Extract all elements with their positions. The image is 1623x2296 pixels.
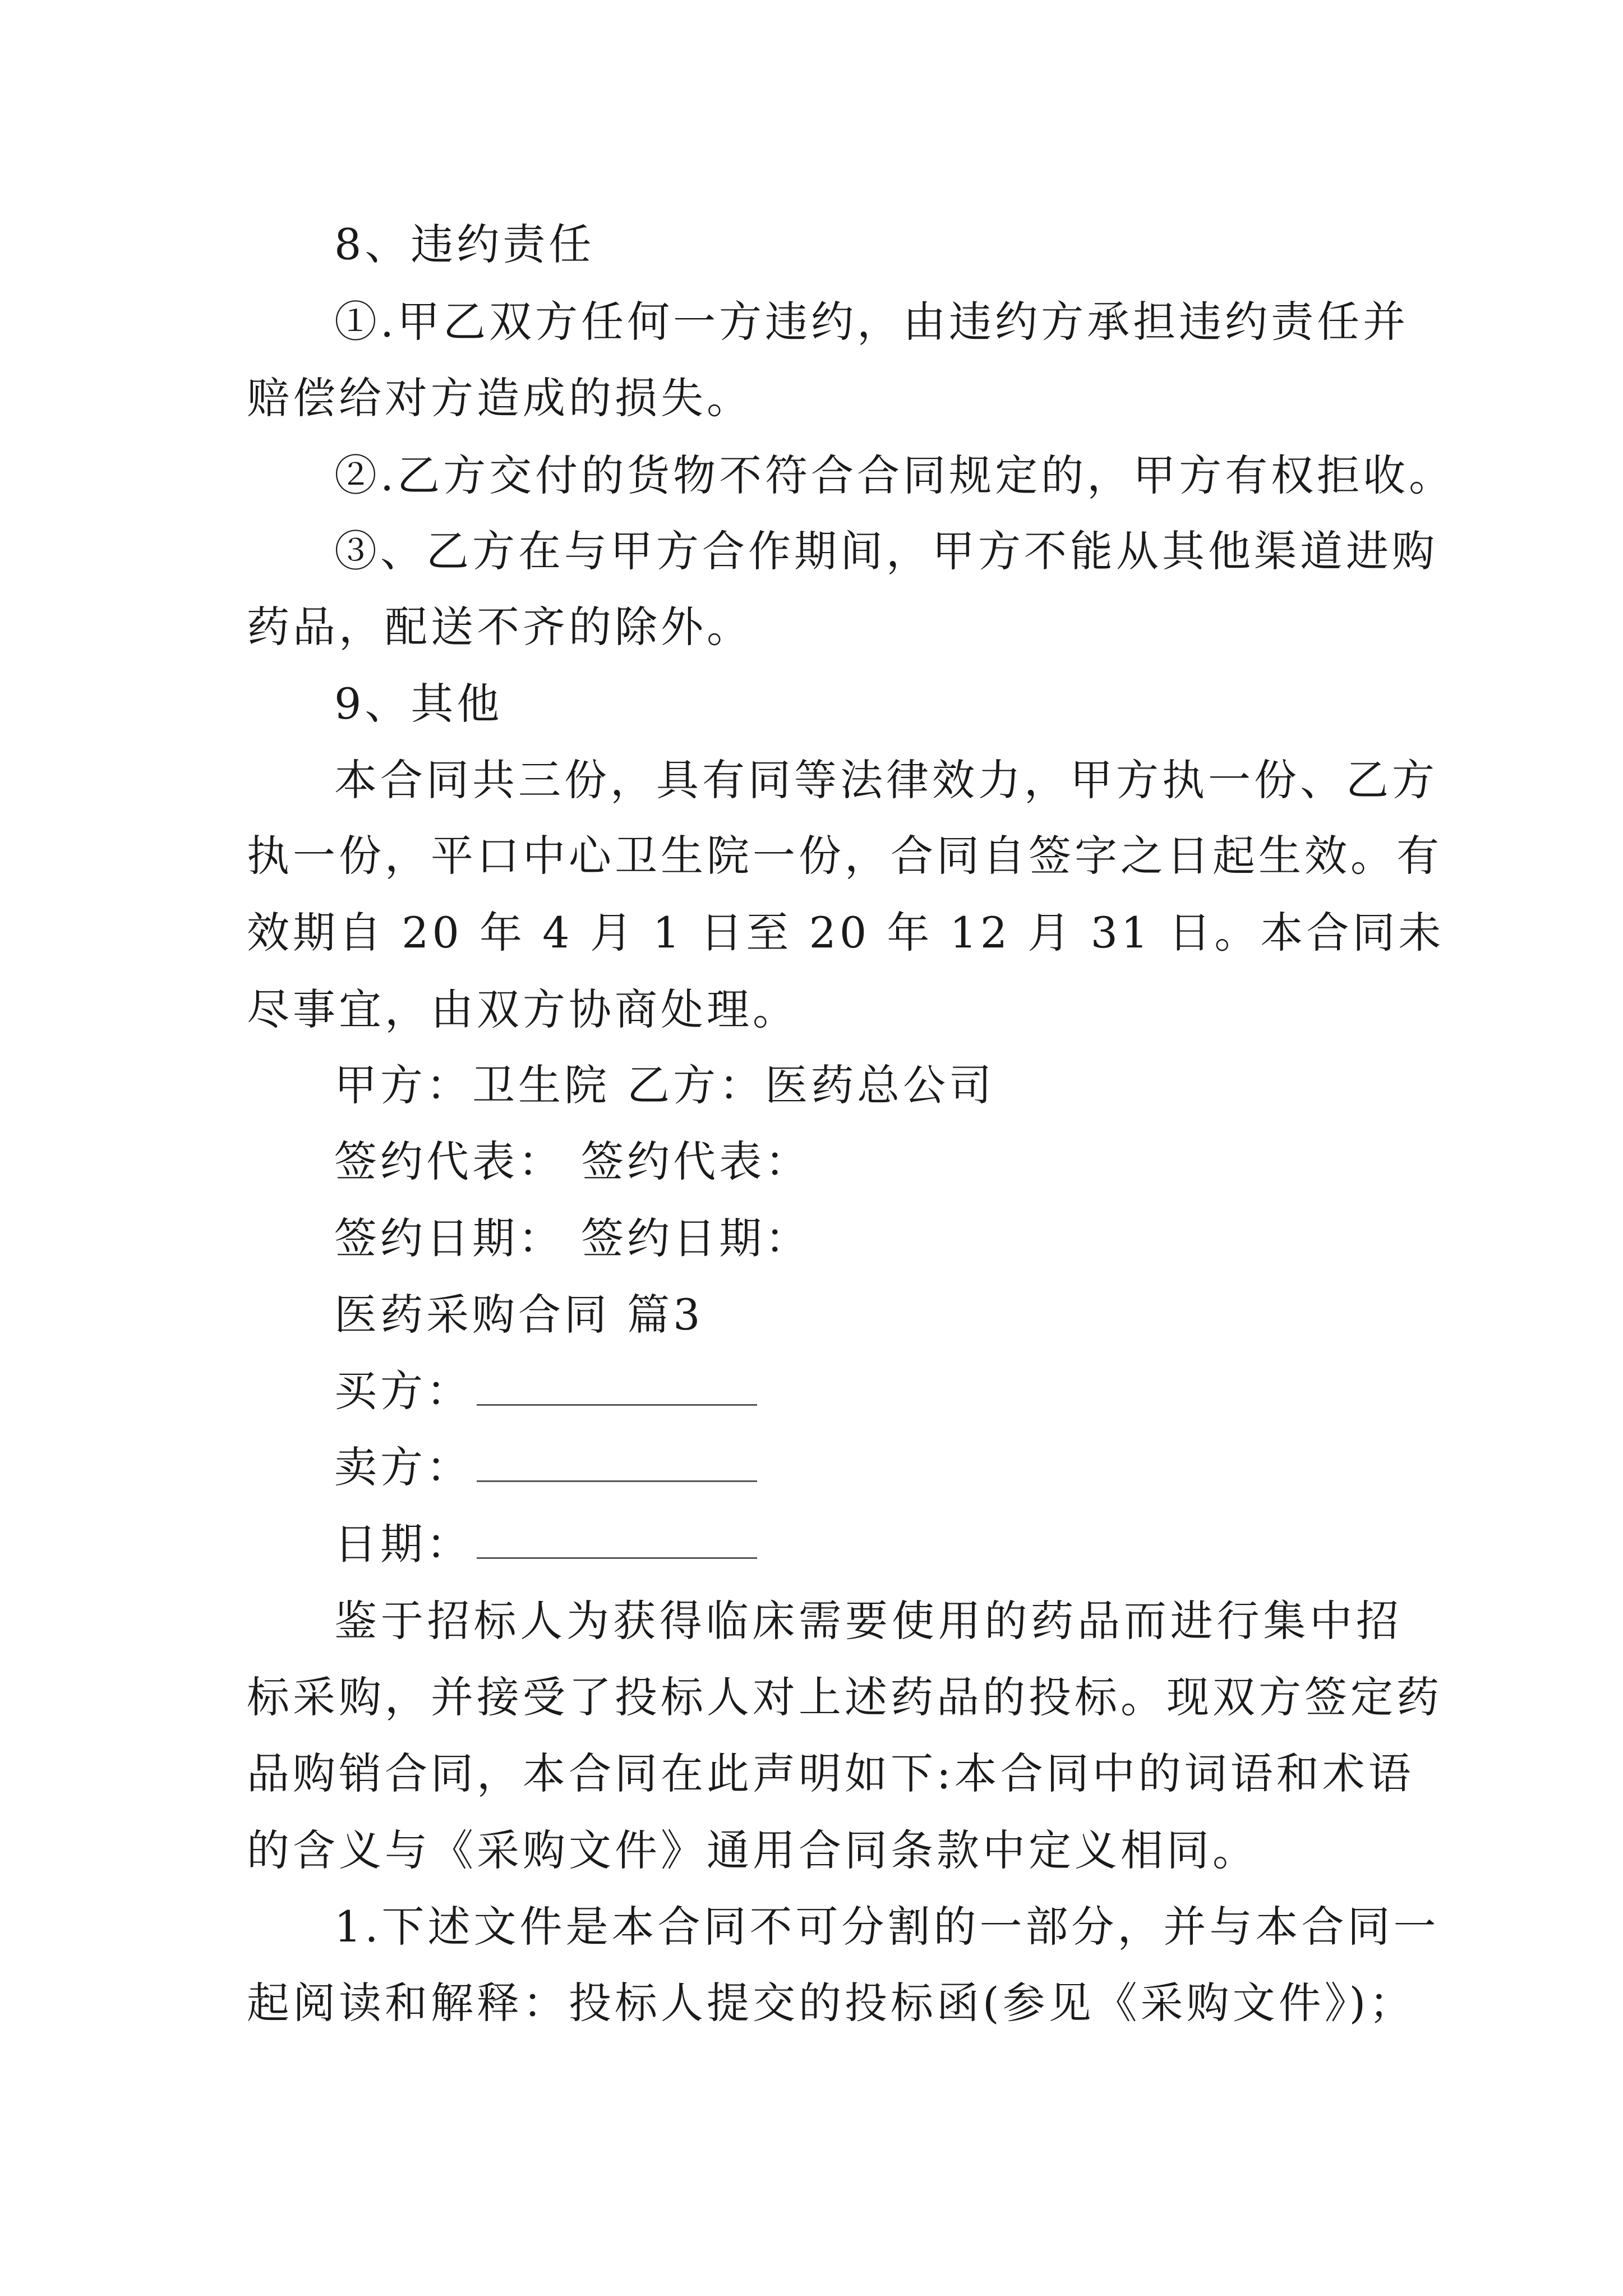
intro-paragraph-line-3: 品购销合同，本合同在此声明如下:本合同中的词语和术语 — [247, 1749, 1414, 1798]
section-9-paragraph-line-4: 尽事宜，由双方协商处理。 — [247, 984, 799, 1034]
representatives-line: 签约代表： 签约代表： — [334, 1137, 811, 1186]
seller-field — [334, 1441, 1402, 1494]
section-9-paragraph-line-1: 本合同共三份，具有同等法律效力，甲方执一份、乙方 — [334, 755, 1438, 805]
buyer-blank-line — [477, 1402, 757, 1406]
date-blank-line — [477, 1555, 757, 1559]
date-label: 日期： — [334, 1519, 472, 1569]
section-8-item-1-line-2: 赔偿给对方造成的损失。 — [247, 373, 753, 423]
item-1-line-1: 1.下述文件是本合同不可分割的一部分，并与本合同一 — [334, 1902, 1440, 1952]
contract-3-title: 医药采购合同 篇3 — [334, 1290, 704, 1340]
date-field — [334, 1517, 1402, 1571]
section-8-item-3-line-1: ③、乙方在与甲方合作期间，甲方不能从其他渠道进购 — [334, 526, 1438, 576]
parties-line: 甲方：卫生院 乙方：医药总公司 — [334, 1060, 995, 1110]
section-9-paragraph-line-3: 效期自 20 年 4 月 1 日至 20 年 12 月 31 日。本合同未 — [247, 908, 1445, 958]
buyer-field — [334, 1364, 1402, 1418]
seller-blank-line — [477, 1478, 757, 1482]
section-8-heading: 8、违约责任 — [334, 219, 595, 269]
section-8-item-1-line-1: ①.甲乙双方任何一方违约，由违约方承担违约责任并 — [334, 297, 1409, 347]
item-1-line-2: 起阅读和解释：投标人提交的投标函(参见《采购文件》)； — [247, 1978, 1415, 2028]
section-9-heading: 9、其他 — [334, 679, 503, 729]
intro-paragraph-line-2: 标采购，并接受了投标人对上述药品的投标。现双方签定药 — [247, 1672, 1442, 1722]
intro-paragraph-line-1: 鉴于招标人为获得临床需要使用的药品而进行集中招 — [334, 1596, 1402, 1646]
section-8-item-2: ②.乙方交付的货物不符合合同规定的，甲方有权拒收。 — [334, 450, 1455, 500]
buyer-label: 买方： — [334, 1366, 472, 1416]
seller-label: 卖方： — [334, 1442, 472, 1492]
section-8-item-3-line-2: 药品，配送不齐的除外。 — [247, 602, 753, 652]
sign-dates-line: 签约日期： 签约日期： — [334, 1213, 811, 1263]
intro-paragraph-line-4: 的含义与《采购文件》通用合同条款中定义相同。 — [247, 1825, 1258, 1875]
section-9-paragraph-line-2: 执一份，平口中心卫生院一份，合同自签字之日起生效。有 — [247, 831, 1442, 881]
